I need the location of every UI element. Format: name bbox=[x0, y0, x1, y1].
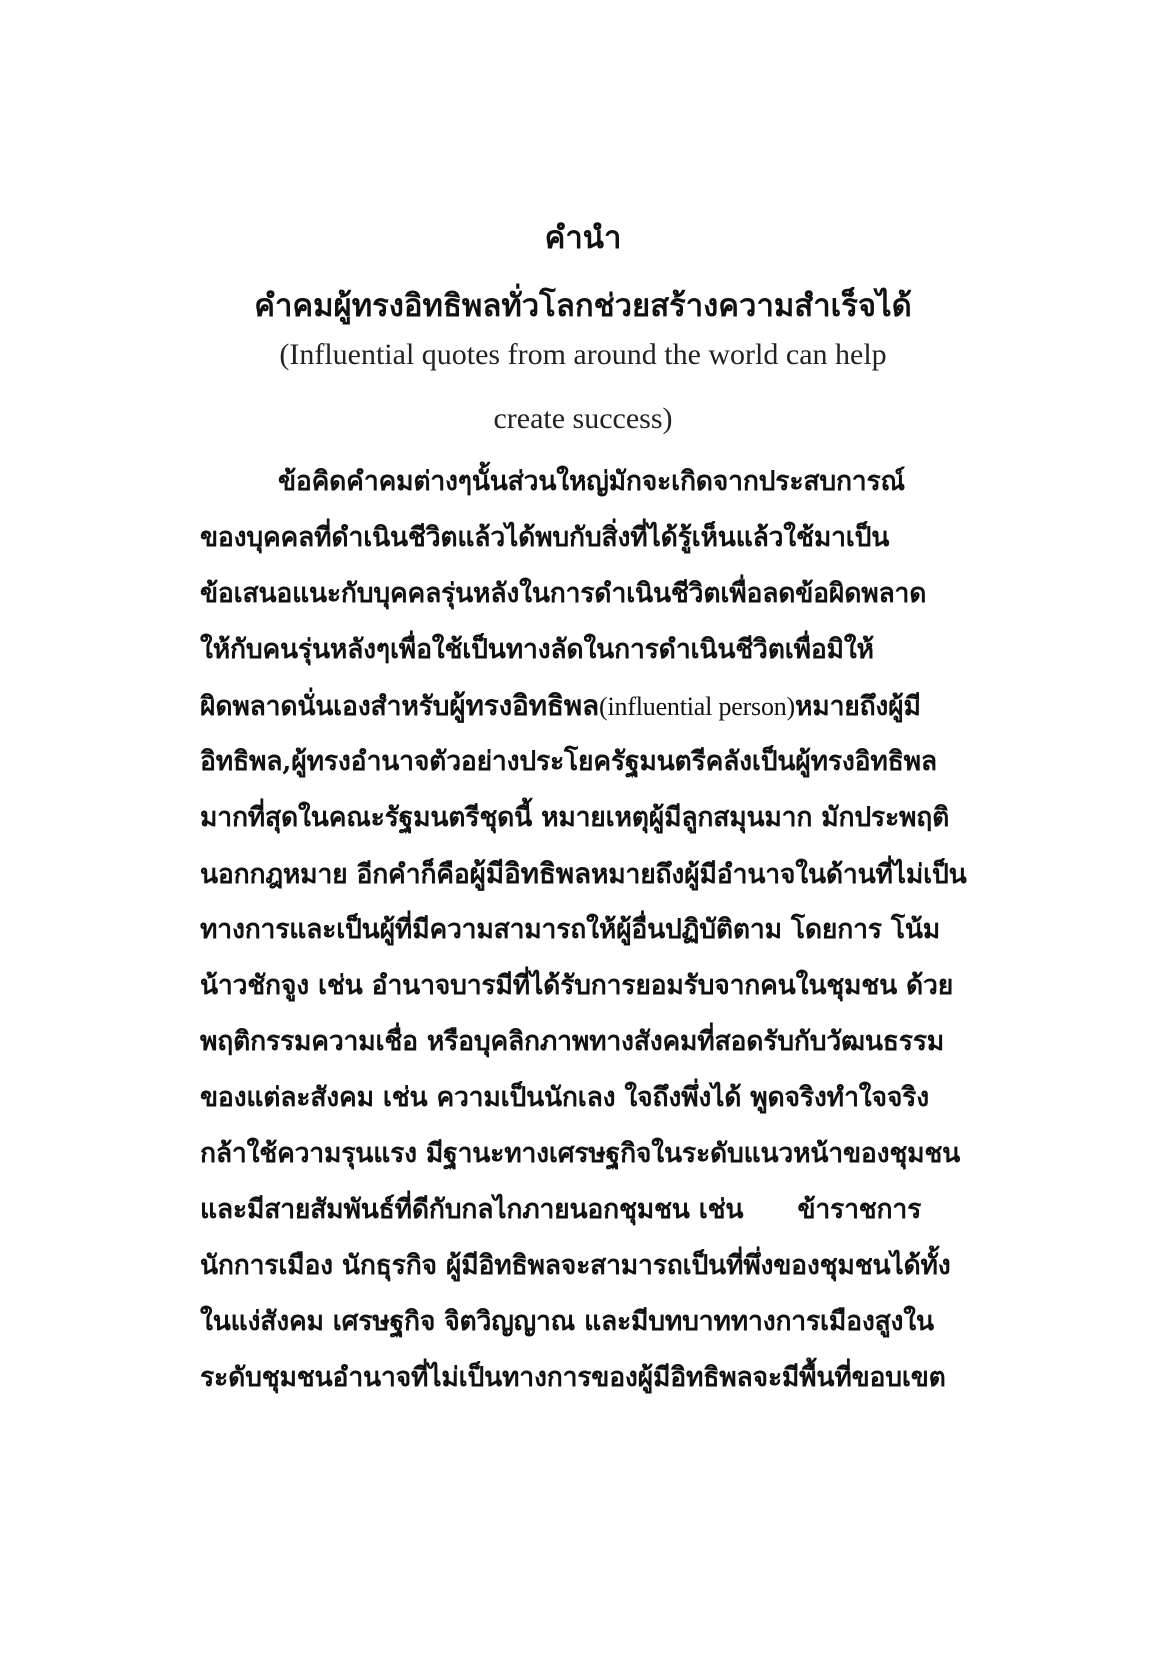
english-subtitle-line-1: (Influential quotes from around the world can help bbox=[279, 338, 887, 371]
term-influential-person-thai: ผู้ทรงอิทธิพล bbox=[449, 689, 600, 722]
body-line: กล้าใช้ความรุนแรง มีฐานะทางเศรษฐกิจในระดับแนวหน้าของชุมชน bbox=[200, 1138, 961, 1169]
body-line: มากที่สุดในคณะรัฐมนตรีชุดนี้ หมายเหตุผู้มีลูกสมุนมาก มักประพฤติ bbox=[200, 802, 950, 833]
body-line bbox=[200, 852, 967, 896]
body-line: พฤติกรรมความเชื่อ หรือบุคลิกภาพทางสังคมที่สอดรับกับวัฒนธรรม bbox=[200, 1026, 945, 1057]
body-text: หมายถึงผู้มีอำนาจในด้านที่ไม่เป็น bbox=[591, 859, 967, 890]
body-text: ผิดพลาดนั่นเองสำหรับ bbox=[200, 691, 450, 722]
body-line: นักการเมือง นักธุรกิจ ผู้มีอิทธิพลจะสามารถเป็นที่พึ่งของชุมชนได้ทั้ง bbox=[200, 1250, 951, 1281]
term-influencer-thai: ผู้มีอิทธิพล bbox=[469, 857, 591, 890]
preface-heading: คำนำ bbox=[544, 220, 622, 256]
english-subtitle-line-2: create success) bbox=[493, 402, 673, 435]
body-line: ข้อคิดคำคมต่างๆนั้นส่วนใหญ่มักจะเกิดจากประสบการณ์ bbox=[278, 466, 905, 497]
body-line: ให้กับคนรุ่นหลังๆเพื่อใช้เป็นทางลัดในการดำเนินชีวิตเพื่อมิให้ bbox=[200, 634, 874, 665]
body-line: ข้อเสนอแนะกับบุคคลรุ่นหลังในการดำเนินชีวิตเพื่อลดข้อผิดพลาด bbox=[200, 578, 927, 609]
body-line: และมีสายสัมพันธ์ที่ดีกับกลไกภายนอกชุมชน เช่น ข้าราชการ bbox=[200, 1194, 922, 1225]
body-line: อิทธิพล,ผู้ทรงอำนาจตัวอย่างประโยครัฐมนตรีคลังเป็นผู้ทรงอิทธิพล bbox=[200, 746, 937, 777]
body-text: หมายถึงผู้มี bbox=[795, 691, 921, 722]
term-influential-person-english: (influential person) bbox=[599, 692, 796, 721]
body-line: น้าวชักจูง เช่น อำนาจบารมีที่ได้รับการยอมรับจากคนในชุมชน ด้วย bbox=[200, 970, 954, 1001]
body-line bbox=[200, 684, 921, 728]
body-line: ของบุคคลที่ดำเนินชีวิตแล้วได้พบกับสิ่งที่ได้รู้เห็นแล้วใช้มาเป็น bbox=[200, 522, 890, 553]
document-title: คำคมผู้ทรงอิทธิพลทั่วโลกช่วยสร้างความสำเร็จได้ bbox=[254, 288, 912, 324]
body-line: ระดับชุมชนอำนาจที่ไม่เป็นทางการของผู้มีอิทธิพลจะมีพื้นที่ขอบเขต bbox=[200, 1362, 946, 1393]
body-line: ทางการและเป็นผู้ที่มีความสามารถให้ผู้อื่นปฏิบัติตาม โดยการ โน้ม bbox=[200, 914, 941, 945]
body-line: ของแต่ละสังคม เช่น ความเป็นนักเลง ใจถึงพึ่งได้ พูดจริงทำใจจริง bbox=[200, 1082, 929, 1113]
body-text: นอกกฎหมาย อีกคำก็คือ bbox=[200, 859, 470, 890]
body-line: ในแง่สังคม เศรษฐกิจ จิตวิญญาณ และมีบทบาททางการเมืองสูงใน bbox=[200, 1306, 934, 1337]
